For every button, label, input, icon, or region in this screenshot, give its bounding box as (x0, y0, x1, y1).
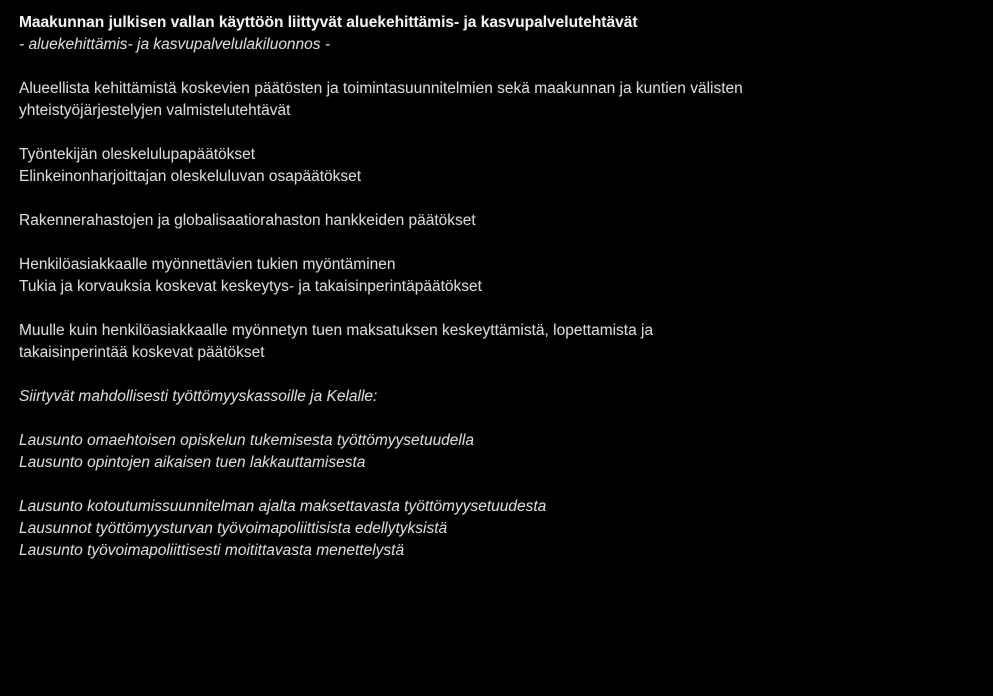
header-block (19, 12, 979, 56)
section-line: Henkilöasiakkaalle myönnettävien tukien myöntäminen (19, 256, 396, 273)
italic-line: Lausunto opintojen aikaisen tuen lakkauttamisesta (19, 454, 366, 471)
italic-line: Lausunto omaehtoisen opiskelun tukemisesta työttömyysetuudella (19, 432, 474, 449)
section-line: Muulle kuin henkilöasiakkaalle myönnetyn tuen maksatuksen keskeyttämistä, lopettamista ja (19, 322, 654, 339)
section-structural-funds (19, 210, 979, 232)
section-line: Rakennerahastojen ja globalisaatiorahaston hankkeiden päätökset (19, 212, 476, 229)
section-line: Tukia ja korvauksia koskevat keskeytys- ja takaisinperintäpäätökset (19, 278, 482, 295)
italic-line: Lausunnot työttömyysturvan työvoimapoliittisista edellytyksistä (19, 520, 448, 537)
italic-intro (19, 386, 979, 408)
page-subtitle: - aluekehittämis- ja kasvupalvelulakiluonnos - (19, 36, 331, 53)
italic-unemployment-statements (19, 496, 979, 562)
italic-line: Siirtyvät mahdollisesti työttömyyskassoille ja Kelalle: (19, 388, 378, 405)
italic-study-statements (19, 430, 979, 474)
section-line: takaisinperintää koskevat päätökset (19, 344, 265, 361)
section-line: Elinkeinonharjoittajan oleskeluluvan osapäätökset (19, 168, 362, 185)
section-personal-subsidies (19, 254, 979, 298)
section-regional-development (19, 78, 979, 122)
italic-line: Lausunto kotoutumissuunnitelman ajalta maksettavasta työttömyysetuudesta (19, 498, 547, 515)
section-line: Alueellista kehittämistä koskevien päätösten ja toimintasuunnitelmien sekä maakunnan ja kuntien välisten (19, 80, 743, 97)
section-line: Työntekijän oleskelulupapäätökset (19, 146, 256, 163)
section-line: yhteistyöjärjestelyjen valmistelutehtävät (19, 102, 291, 119)
slide-content (19, 12, 979, 562)
section-non-personal-subsidies (19, 320, 979, 364)
italic-line: Lausunto työvoimapoliittisesti moitittavasta menettelystä (19, 542, 405, 559)
section-residence-permits (19, 144, 979, 188)
page-title: Maakunnan julkisen vallan käyttöön liittyvät aluekehittämis- ja kasvupalvelutehtävät (19, 14, 638, 31)
